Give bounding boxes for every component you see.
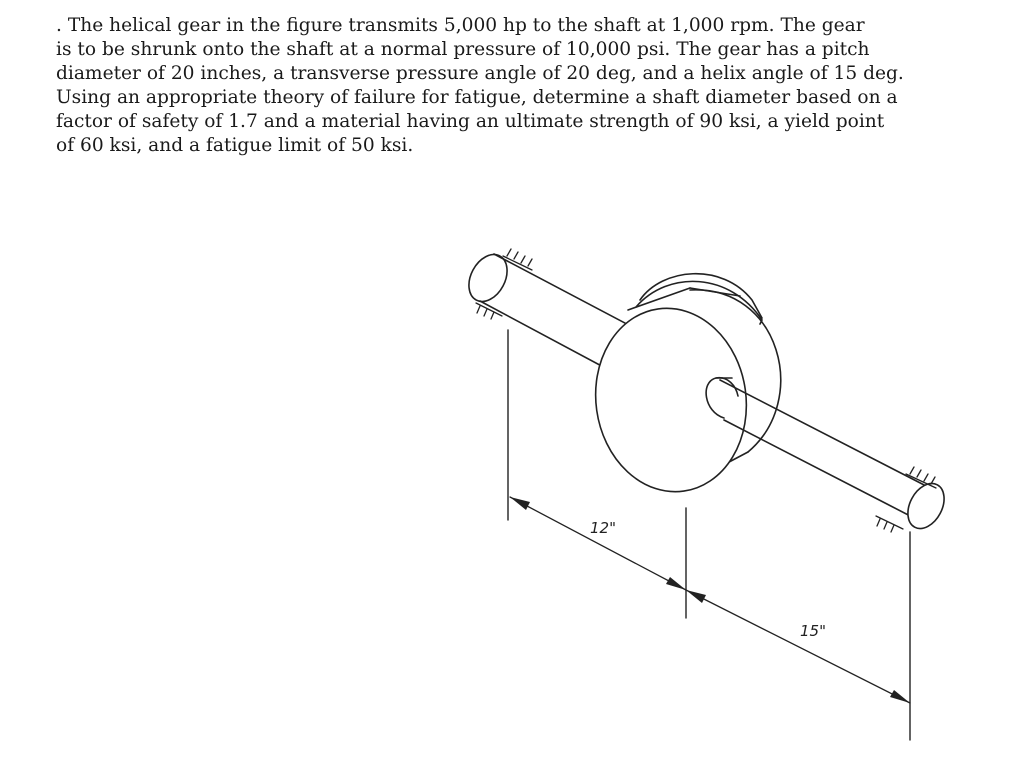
- problem-line-2: is to be shrunk onto the shaft at a normal pressure of 10,000 psi. The gear has a pitch: [56, 39, 870, 60]
- gear-body: [584, 274, 781, 502]
- problem-line-1: . The helical gear in the figure transmits 5,000 hp to the shaft at 1,000 rpm. The gear: [56, 15, 865, 36]
- problem-line-4: Using an appropriate theory of failure for fatigue, determine a shaft diameter based on a: [56, 87, 898, 108]
- problem-line-6: of 60 ksi, and a fatigue limit of 50 ksi.: [56, 135, 414, 156]
- dimension-label-12in: 12": [590, 519, 616, 537]
- problem-line-3: diameter of 20 inches, a transverse pressure angle of 20 deg, and a helix angle of 15 deg.: [56, 63, 904, 84]
- dimension-label-15in: 15": [800, 622, 826, 640]
- dimension-lines: [510, 497, 910, 703]
- problem-line-5: factor of safety of 1.7 and a material having an ultimate strength of 90 ksi, a yield point: [56, 111, 885, 132]
